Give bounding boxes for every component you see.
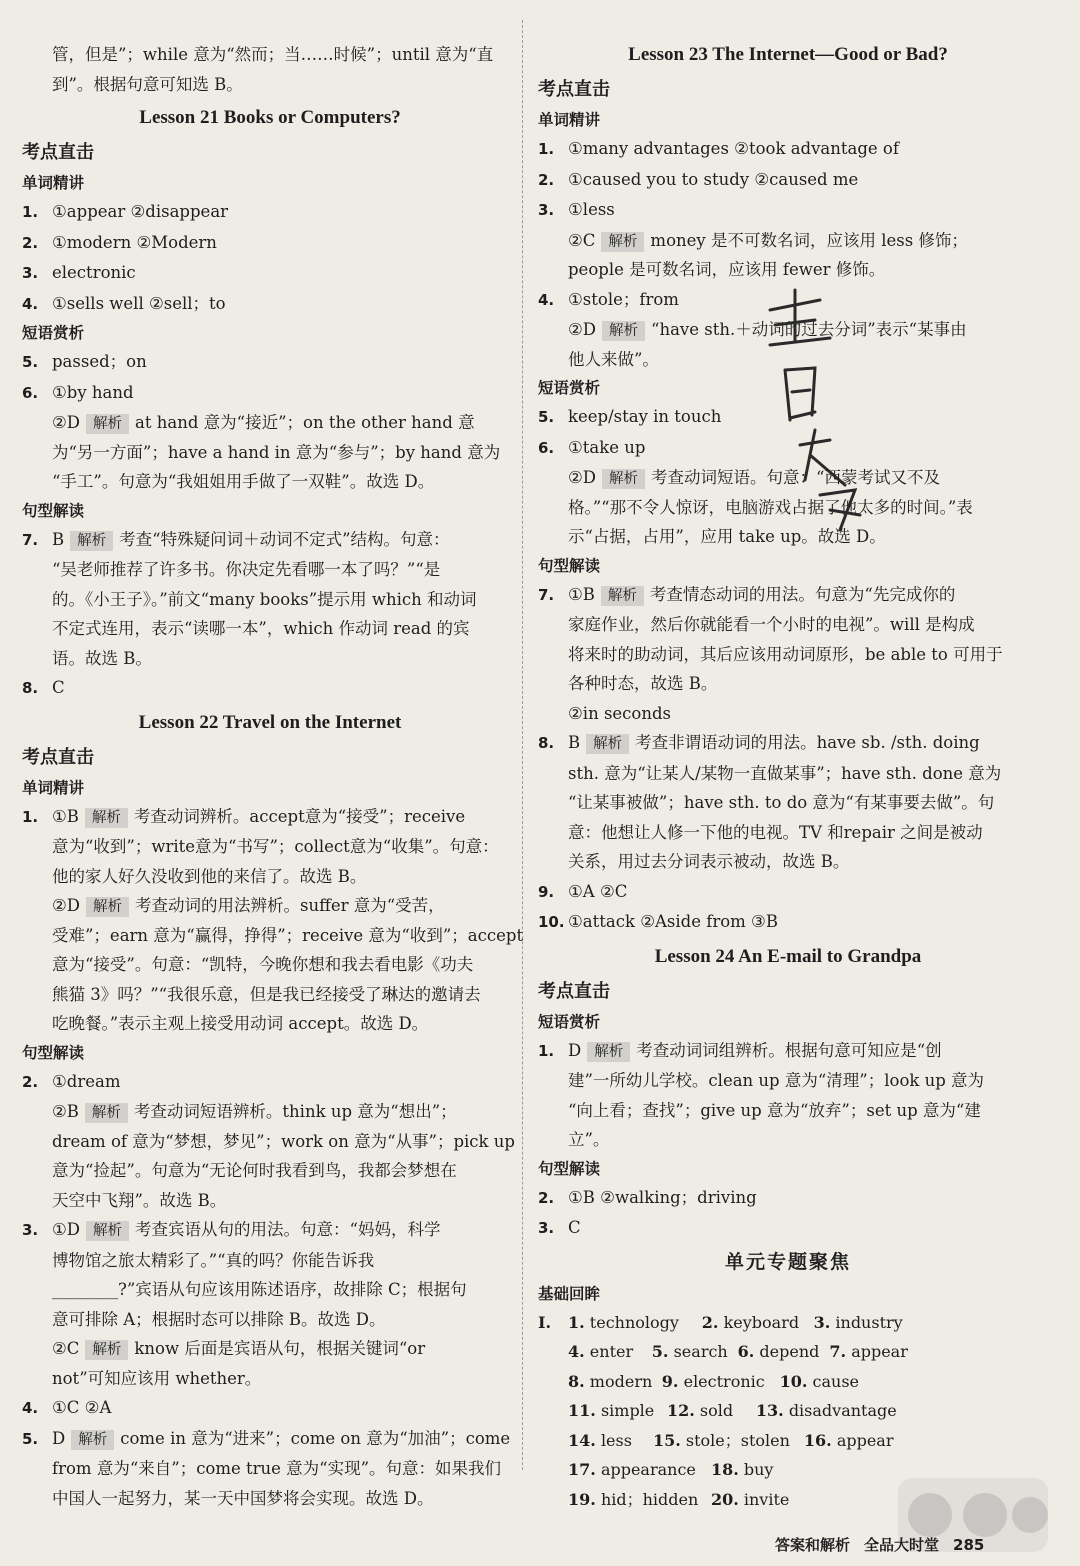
explanation-line: 意为“接受”。句意：“凯特，今晚你想和我去看电影《功夫 xyxy=(52,955,474,974)
analysis-tag: 解析 xyxy=(86,414,129,434)
answer-item: 5. keep/stay in touch xyxy=(538,407,722,426)
right-column xyxy=(538,0,1038,1514)
answer-item: 2. ①caused you to study ②caused me xyxy=(538,169,859,189)
explanation-line: 博物馆之旅太精彩了。”“真的吗？你能告诉我 xyxy=(52,1250,375,1270)
explanation-line: 的。《小王子》。”前文“many books”提示用 which 和动词 xyxy=(52,589,477,609)
lesson-22-title: Lesson 22 Travel on the Internet xyxy=(138,711,402,733)
explanation-line: 中国人一起努力，某一天中国梦将会实现。故选 D。 xyxy=(52,1488,434,1508)
answer-item: 1. ①appear ②disappear xyxy=(22,202,229,221)
answer-explanation: 5. D 解析 come in 意为“进来”；come on 意为“加油”；come xyxy=(22,1428,511,1448)
explanation-line: 示“占据，占用”，应用 take up。故选 D。 xyxy=(568,527,886,546)
analysis-tag: 解析 xyxy=(602,321,645,341)
page-footer xyxy=(775,1534,998,1555)
vocab-row: 17. appearance 18. buy xyxy=(568,1460,774,1479)
vocab-row: 11. simple 12. sold 13. disadvantage xyxy=(568,1401,897,1420)
explanation-line: 关系，用过去分词表示被动，故选 B。 xyxy=(568,852,850,871)
vocab-row: 4. enter 5. search 6. depend 7. appear xyxy=(568,1342,908,1361)
answer-item: 5. passed；on xyxy=(22,352,147,371)
explanation-line: 意为“收到”；write意为“书写”；collect意为“收集”。句意： xyxy=(52,837,499,856)
explanation-line: 格。”“那不令人惊讶，电脑游戏占据了他太多的时间。”表 xyxy=(568,497,973,517)
footer-brand: 全品大时堂 xyxy=(864,1536,940,1554)
answer-item: 4. ①C ②A xyxy=(22,1398,112,1417)
answer-item: 3. ①less xyxy=(538,200,615,219)
answer-item: 9. ①A ②C xyxy=(538,881,628,901)
subsection-heading: 单词精讲 xyxy=(538,111,601,129)
vocab-row: 8. modern 9. electronic 10. cause xyxy=(568,1371,860,1391)
vocab-row: 19. hid；hidden 20. invite xyxy=(568,1489,790,1509)
analysis-tag: 解析 xyxy=(587,1042,630,1062)
lesson-24-title: Lesson 24 An E-mail to Grandpa xyxy=(654,945,922,967)
answer-explanation: 7. ①B 解析 考查情态动词的用法。句意为“先完成你的 xyxy=(538,584,956,604)
explanation-line: not”可知应该用 whether。 xyxy=(52,1368,262,1388)
explanation-line: 不定式连用，表示“读哪一本”，which 作动词 read 的宾 xyxy=(52,619,470,638)
lesson-23-title: Lesson 23 The Internet—Good or Bad? xyxy=(628,44,948,65)
explanation-line: “吴老师推荐了许多书。你决定先看哪一本了吗？”“是 xyxy=(52,560,441,579)
explanation-line: “让某事被做”；have sth. to do 意为“有某事要去做”。句 xyxy=(568,793,995,812)
left-column xyxy=(22,0,524,1513)
section-heading: 考点直击 xyxy=(22,746,94,768)
subsection-heading: 基础回眸 xyxy=(538,1284,601,1303)
unit-focus-title: 单元专题聚焦 xyxy=(724,1250,851,1273)
lesson-21-title: Lesson 21 Books or Computers? xyxy=(139,107,401,128)
answer-explanation: ②B 解析 考查动词短语辨析。think up 意为“想出”； xyxy=(52,1102,457,1121)
answer-explanation: 3. ①D 解析 考查宾语从句的用法。句意：“妈妈，科学 xyxy=(22,1220,441,1239)
answer-explanation: ②D 解析 考查动词短语。句意：“西蒙考试又不及 xyxy=(568,468,940,487)
section-heading: 考点直击 xyxy=(22,142,94,163)
answer-item: 10. ①attack ②Aside from ③B xyxy=(538,912,778,931)
intro-line-2: 到”。根据句意可知选 B。 xyxy=(52,74,243,94)
explanation-line: 意为“捡起”。句意为“无论何时我看到鸟，我都会梦想在 xyxy=(52,1161,457,1180)
answer-item: 3. electronic xyxy=(22,263,136,282)
analysis-tag: 解析 xyxy=(70,531,113,551)
subsection-heading: 句型解读 xyxy=(22,1043,85,1062)
section-heading: 考点直击 xyxy=(538,980,610,1002)
analysis-tag: 解析 xyxy=(601,232,644,252)
answer-explanation: 8. B 解析 考查非谓语动词的用法。have sb. /sth. doing xyxy=(538,733,980,752)
handwriting-scribble xyxy=(760,280,870,540)
intro-line-1: 管，但是”；while 意为“然而；当……时候”；until 意为“直 xyxy=(52,45,494,64)
subsection-heading: 短语赏析 xyxy=(22,324,85,342)
explanation-line: ________?”宾语从句应该用陈述语序，故排除 C；根据句 xyxy=(52,1280,467,1299)
subsection-heading: 短语赏析 xyxy=(538,379,601,397)
answer-item: 2. ①B ②walking；driving xyxy=(538,1187,757,1207)
explanation-line: “手工”。句意为“我姐姐用手做了一双鞋”。故选 D。 xyxy=(52,472,435,491)
answer-explanation: ②D 解析 考查动词的用法辨析。suffer 意为“受苦， xyxy=(52,896,445,915)
answer-explanation: ②C 解析 know 后面是宾语从句，根据关键词“or xyxy=(52,1339,426,1358)
explanation-line: 意：他想让人修一下他的电视。TV 和repair 之间是被动 xyxy=(568,822,983,842)
explanation-line: 受难”；earn 意为“赢得，挣得”；receive 意为“收到”；accept xyxy=(52,925,524,945)
subsection-heading: 句型解读 xyxy=(538,1159,601,1178)
explanation-line: 吃晚餐。”表示主观上接受用动词 accept。故选 D。 xyxy=(52,1014,429,1033)
analysis-tag: 解析 xyxy=(85,808,128,828)
explanation-line: 为“另一方面”；have a hand in 意为“参与”；by hand 意为 xyxy=(52,442,501,462)
answer-explanation: 1. ①B 解析 考查动词辨析。accept意为“接受”；receive xyxy=(22,806,466,826)
answer-explanation: ②D 解析 “have sth.＋动词的过去分词”表示“某事由 xyxy=(568,320,967,339)
column-divider xyxy=(522,20,523,1470)
answer-explanation: ②C 解析 money 是不可数名词，应该用 less 修饰； xyxy=(568,230,968,250)
answer-item: 2. ①dream xyxy=(22,1071,121,1091)
answer-item: 6. ①by hand xyxy=(22,382,134,402)
answer-item: 4. ①sells well ②sell；to xyxy=(22,293,226,313)
explanation-line: 熊猫 3》吗？”“我很乐意，但是我已经接受了琳达的邀请去 xyxy=(52,984,481,1004)
subsection-heading: 单词精讲 xyxy=(22,778,85,797)
subsection-heading: 短语赏析 xyxy=(538,1012,601,1031)
analysis-tag: 解析 xyxy=(85,1340,128,1360)
subsection-heading: 单词精讲 xyxy=(22,174,85,192)
analysis-tag: 解析 xyxy=(601,586,644,606)
answer-item: 3. C xyxy=(538,1218,581,1237)
explanation-line: 将来时的助动词，其后应该用动词原形，be able to 可用于 xyxy=(568,644,1003,664)
answer-item: ②in seconds xyxy=(568,703,672,723)
analysis-tag: 解析 xyxy=(586,734,629,754)
explanation-line: from 意为“来自”；come true 意为“实现”。句意：如果我们 xyxy=(52,1459,502,1478)
subsection-heading: 句型解读 xyxy=(22,501,85,520)
footer-label: 答案和解析 xyxy=(775,1536,851,1554)
analysis-tag: 解析 xyxy=(602,469,645,489)
page-number: 285 xyxy=(953,1536,985,1554)
explanation-line: “向上看；查找”；give up 意为“放弃”；set up 意为“建 xyxy=(568,1100,981,1120)
analysis-tag: 解析 xyxy=(85,1103,128,1123)
analysis-tag: 解析 xyxy=(71,1430,114,1450)
analysis-tag: 解析 xyxy=(86,1221,129,1241)
section-heading: 考点直击 xyxy=(538,79,610,100)
explanation-line: 各种时态，故选 B。 xyxy=(568,674,718,693)
explanation-line: 天空中飞翔”。故选 B。 xyxy=(52,1190,227,1210)
explanation-line: sth. 意为“让某人/某物一直做某事”；have sth. done 意为 xyxy=(568,763,1002,783)
answer-item: 1. ①many advantages ②took advantage of xyxy=(538,139,899,158)
explanation-line: 意可排除 A；根据时态可以排除 B。故选 D。 xyxy=(52,1309,386,1329)
answer-item: 6. ①take up xyxy=(538,437,646,457)
answer-item: 8. C xyxy=(22,678,65,697)
explanation-line: people 是可数名词，应该用 fewer 修饰。 xyxy=(568,260,886,279)
vocab-row: Ⅰ. 1. technology 2. keyboard 3. industry xyxy=(538,1312,903,1332)
subsection-heading: 句型解读 xyxy=(538,556,601,575)
answer-explanation: ②D 解析 at hand 意为“接近”；on the other hand 意 xyxy=(52,413,475,432)
explanation-line: 语。故选 B。 xyxy=(52,648,152,668)
answer-explanation: 1. D 解析 考查动词词组辨析。根据句意可知应是“创 xyxy=(538,1040,942,1060)
answer-item: 2. ①modern ②Modern xyxy=(22,232,217,252)
answer-explanation: 7. B 解析 考查“特殊疑问词＋动词不定式”结构。句意： xyxy=(22,529,450,549)
explanation-line: 家庭作业，然后你就能看一个小时的电视”。will 是构成 xyxy=(568,615,975,634)
answer-item: 4. ①stole；from xyxy=(538,289,679,309)
explanation-line: 他人来做”。 xyxy=(568,349,659,369)
explanation-line: 建”一所幼儿学校。clean up 意为“清理”；look up 意为 xyxy=(568,1071,985,1090)
explanation-line: 他的家人好久没收到他的来信了。故选 B。 xyxy=(52,866,367,886)
vocab-row: 14. less 15. stole；stolen 16. appear xyxy=(568,1430,894,1450)
explanation-line: dream of 意为“梦想，梦见”；work on 意为“从事”；pick up xyxy=(52,1131,515,1151)
analysis-tag: 解析 xyxy=(86,897,129,917)
explanation-line: 立”。 xyxy=(568,1130,610,1149)
